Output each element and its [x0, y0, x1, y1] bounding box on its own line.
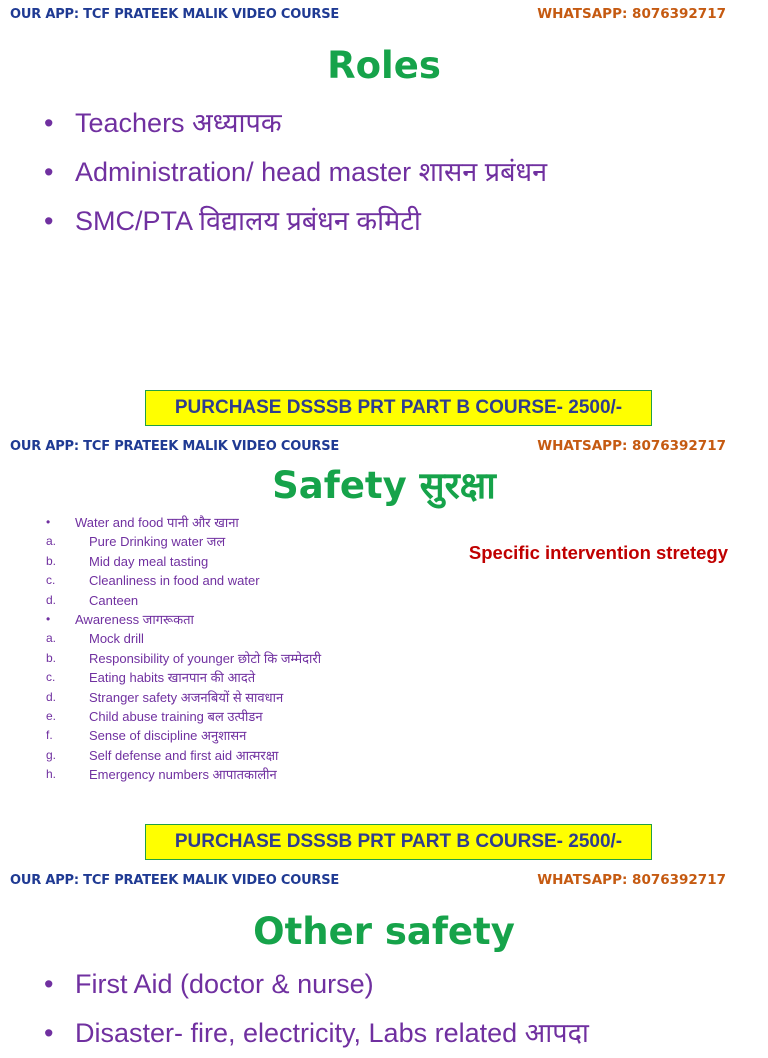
bullet-icon: •	[44, 1018, 54, 1048]
slide-title: Roles	[327, 44, 441, 87]
list-item	[44, 197, 547, 246]
list-item-text: Administration/ head master शासन प्रबंधन	[75, 157, 548, 187]
slide-title: Safety सुरक्षा	[272, 464, 496, 507]
list-marker: b.	[46, 650, 57, 665]
list-item-text: First Aid (doctor & nurse)	[75, 969, 374, 999]
list-marker: a.	[46, 534, 57, 549]
list-item-text: Emergency numbers आपातकालीन	[89, 767, 277, 783]
list-marker: c.	[46, 670, 56, 685]
bullet-icon: •	[46, 611, 51, 626]
list-item-text: Responsibility of younger छोटो कि जम्मेदारी	[89, 650, 322, 666]
roles-list	[44, 99, 547, 246]
list-item-text: Awareness जागरूकता	[75, 611, 194, 627]
list-item-text: Teachers अध्यापक	[75, 108, 282, 138]
list-item-text: Self defense and first aid आत्मरक्षा	[89, 747, 279, 763]
list-marker: a.	[46, 631, 57, 646]
list-marker: b.	[46, 553, 57, 568]
list-item-text: SMC/PTA विद्यालय प्रबंधन कमिटी	[75, 206, 421, 236]
list-item-text: Water and food पानी और खाना	[75, 515, 239, 530]
app-label: OUR APP: TCF PRATEEK MALIK VIDEO COURSE	[10, 439, 340, 454]
list-item-text: Child abuse training बल उत्पीडन	[89, 708, 263, 724]
slide-roles	[0, 0, 768, 390]
list-item	[44, 99, 547, 148]
list-marker: f.	[46, 728, 53, 743]
app-label: OUR APP: TCF PRATEEK MALIK VIDEO COURSE	[10, 7, 340, 22]
slide-safety	[0, 432, 768, 822]
other-safety-list	[44, 960, 589, 1058]
app-label: OUR APP: TCF PRATEEK MALIK VIDEO COURSE	[10, 873, 340, 888]
list-marker: h.	[46, 767, 57, 782]
list-item-text: Stranger safety अजनबियों से सावधान	[89, 689, 284, 705]
purchase-banner[interactable]: PURCHASE DSSSB PRT PART B COURSE- 2500/-	[145, 824, 652, 860]
whatsapp-label: WHATSAPP: 8076392717	[537, 872, 726, 888]
bullet-icon: •	[44, 157, 54, 187]
bullet-icon: •	[44, 969, 54, 999]
whatsapp-label: WHATSAPP: 8076392717	[537, 6, 726, 22]
list-item-text: Cleanliness in food and water	[89, 573, 260, 589]
list-item-text: Disaster- fire, electricity, Labs related आपदा	[75, 1018, 589, 1048]
list-item-text: Eating habits खानपान की आदते	[89, 670, 256, 686]
list-item-text: Sense of discipline अनुशासन	[89, 728, 247, 744]
slide-title: Other safety	[253, 910, 515, 953]
purchase-banner[interactable]: PURCHASE DSSSB PRT PART B COURSE- 2500/-	[145, 390, 652, 426]
list-marker: c.	[46, 573, 56, 588]
strategy-note: Specific intervention stretegy	[468, 542, 728, 563]
list-marker: e.	[46, 708, 57, 723]
list-item-text: Canteen	[89, 592, 139, 608]
slide-other-safety	[0, 866, 768, 1048]
list-item-text: Mid day meal tasting	[89, 553, 209, 569]
list-item	[44, 148, 547, 197]
list-item	[44, 1009, 589, 1058]
list-item	[44, 960, 589, 1009]
whatsapp-label: WHATSAPP: 8076392717	[537, 438, 726, 454]
bullet-icon: •	[46, 515, 51, 529]
bullet-icon: •	[44, 108, 54, 138]
list-marker: d.	[46, 689, 57, 704]
list-marker: g.	[46, 747, 57, 762]
bullet-icon: •	[44, 206, 54, 236]
list-item-text: Mock drill	[89, 631, 144, 647]
list-item-text: Pure Drinking water जल	[89, 534, 226, 550]
list-marker: d.	[46, 592, 57, 607]
